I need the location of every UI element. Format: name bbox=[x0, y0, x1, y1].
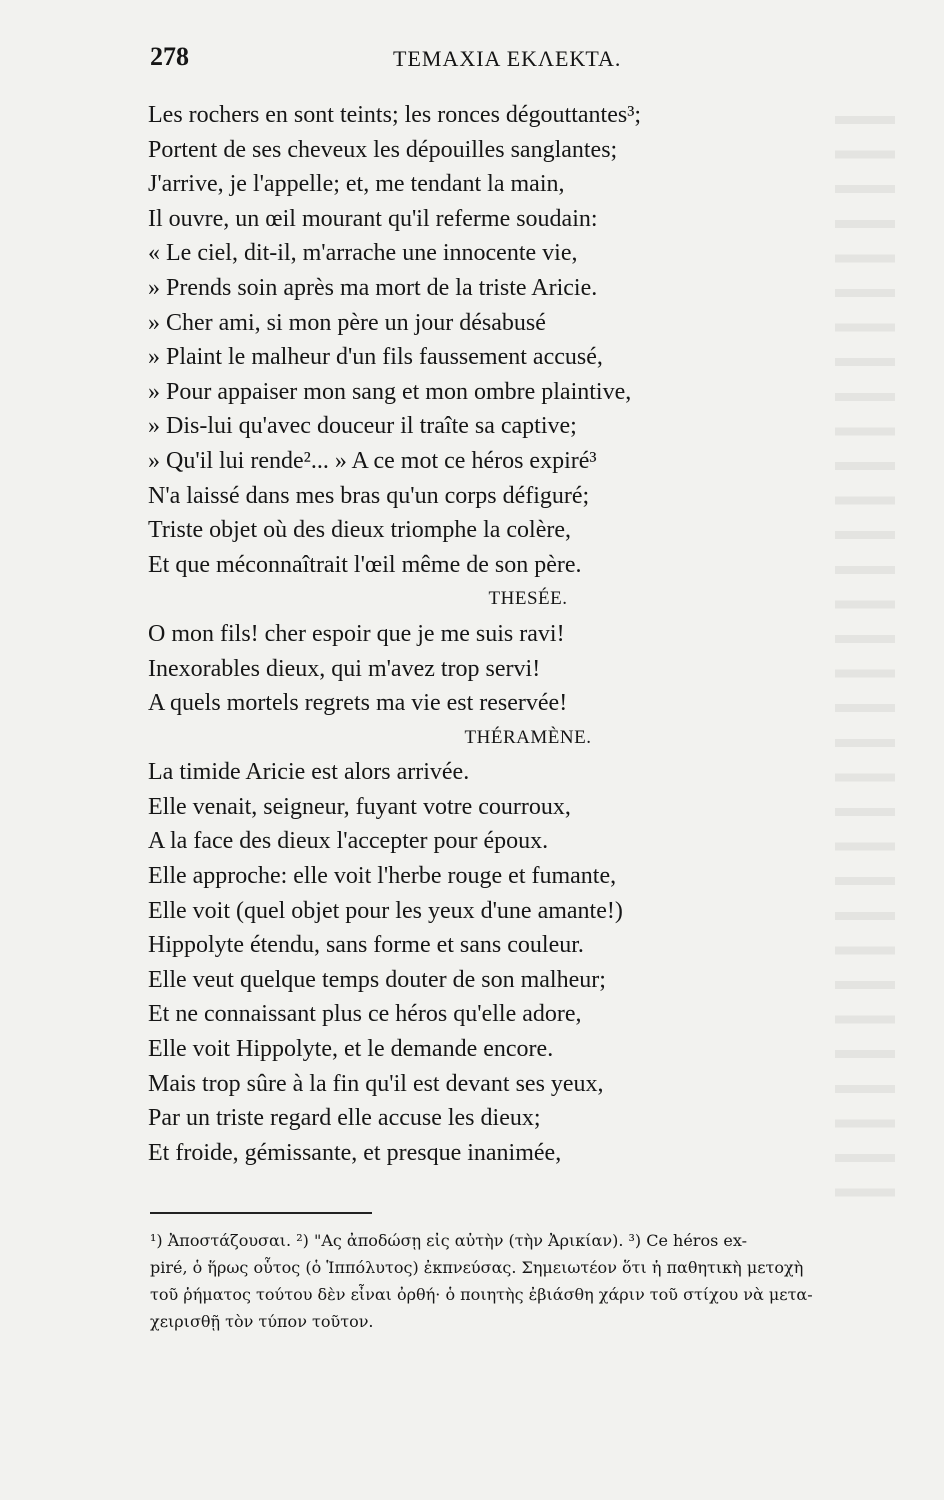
verse-line: » Pour appaiser mon sang et mon ombre plaintive, bbox=[148, 378, 632, 405]
verse-line: « Le ciel, dit-il, m'arrache une innocente vie, bbox=[148, 240, 578, 267]
verse-line: Et ne connaissant plus ce héros qu'elle adore, bbox=[148, 1001, 582, 1028]
verse-line: J'arrive, je l'appelle; et, me tendant la main, bbox=[148, 171, 565, 198]
verse-line: » Dis-lui qu'avec douceur il traîte sa captive; bbox=[148, 413, 577, 440]
verse-line: A quels mortels regrets ma vie est reservée! bbox=[148, 690, 568, 717]
page-header bbox=[150, 42, 850, 82]
verse-line: » Qu'il lui rende²... » A ce mot ce héros expiré³ bbox=[148, 447, 597, 474]
running-title: ΤΕΜΑΧΙΑ ΕΚΛΕΚΤΑ. bbox=[393, 46, 622, 71]
footnote-line: piré, ὁ ἥρως οὗτος (ὁ Ἱππόλυτος) ἐκπνεύσας. Σημειωτέον ὅτι ἡ παθητικὴ μετοχὴ bbox=[150, 1258, 804, 1277]
verse-line: » Prends soin après ma mort de la triste Aricie. bbox=[148, 274, 598, 301]
verse-line: Elle veut quelque temps douter de son malheur; bbox=[148, 966, 606, 993]
footnote-rule bbox=[150, 1212, 372, 1214]
verse-line: Mais trop sûre à la fin qu'il est devant ses yeux, bbox=[148, 1070, 604, 1097]
verse-line: Elle venait, seigneur, fuyant votre courroux, bbox=[148, 793, 571, 820]
verse-line: Inexorables dieux, qui m'avez trop servi! bbox=[148, 655, 541, 682]
verse-line: Les rochers en sont teints; les ronces dégouttantes³; bbox=[148, 102, 642, 128]
page-number: 278 bbox=[150, 42, 189, 71]
verse-line: Hippolyte étendu, sans forme et sans couleur. bbox=[148, 932, 584, 959]
footnotes bbox=[150, 1227, 865, 1335]
verse-line: O mon fils! cher espoir que je me suis ravi! bbox=[148, 620, 565, 647]
verse-line: Et froide, gémissante, et presque inanimée, bbox=[148, 1139, 562, 1166]
verse-line: Et que méconnaîtrait l'œil même de son père. bbox=[148, 551, 582, 578]
verse-line: Triste objet où des dieux triomphe la colère, bbox=[148, 517, 572, 544]
footnote-line: χειρισθῇ τὸν τύπον τοῦτον. bbox=[150, 1312, 374, 1331]
speaker-name: THÉRAMÈNE. bbox=[464, 726, 592, 748]
verse-line: Portent de ses cheveux les dépouilles sanglantes; bbox=[148, 136, 618, 163]
verse-line: Par un triste regard elle accuse les dieux; bbox=[148, 1105, 541, 1132]
footnote-line: τοῦ ῥήματος τούτου δὲν εἶναι ὀρθή· ὁ ποιητὴς ἐβιάσθη χάριν τοῦ στίχου νὰ μετα- bbox=[150, 1285, 813, 1304]
verse-line: Il ouvre, un œil mourant qu'il referme soudain: bbox=[148, 205, 598, 232]
verse-text bbox=[148, 98, 848, 1170]
verse-line: Elle voit (quel objet pour les yeux d'une amante!) bbox=[148, 897, 623, 924]
verse-line: » Cher ami, si mon père un jour désabusé bbox=[148, 309, 546, 336]
footnote-line: ¹) Ἀποστάζουσαι. ²) "Ας ἀποδώσῃ εἰς αὐτὴν (τὴν Ἀρικίαν). ³) Ce héros ex- bbox=[150, 1231, 747, 1250]
speaker-name: THESÉE. bbox=[488, 588, 568, 610]
verse-line: » Plaint le malheur d'un fils faussement accusé, bbox=[148, 344, 603, 371]
verse-line: N'a laissé dans mes bras qu'un corps défiguré; bbox=[148, 482, 590, 509]
verse-line: Elle approche: elle voit l'herbe rouge et fumante, bbox=[148, 863, 617, 890]
verse-line: La timide Aricie est alors arrivée. bbox=[148, 759, 470, 786]
verse-line: Elle voit Hippolyte, et le demande encore. bbox=[148, 1036, 554, 1063]
verse-line: A la face des dieux l'accepter pour époux. bbox=[148, 828, 549, 855]
